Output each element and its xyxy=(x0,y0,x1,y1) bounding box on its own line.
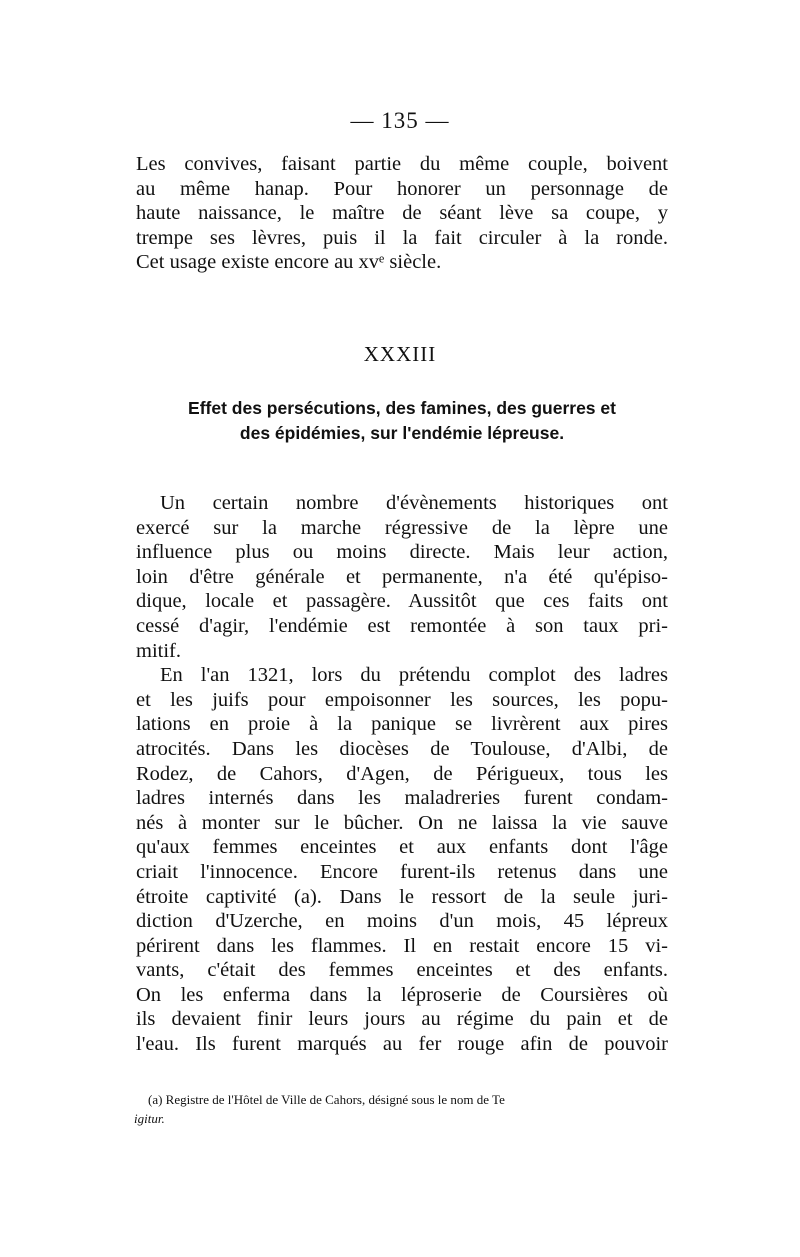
text-line: influence plus ou moins directe. Mais leur action, xyxy=(136,541,668,564)
text-line: loin d'être générale et permanente, n'a été qu'épiso- xyxy=(136,565,668,588)
text-line: trempe ses lèvres, puis il la fait circuler à la ronde. xyxy=(136,226,668,249)
intro-paragraph xyxy=(136,152,668,275)
text-line: au même hanap. Pour honorer un personnage de xyxy=(136,177,668,200)
chapter-title-line: des épidémies, sur l'endémie lépreuse. xyxy=(239,423,565,443)
text-line: Les convives, faisant partie du même couple, boivent xyxy=(136,153,668,175)
text-line: l'eau. Ils furent marqués au fer rouge afin de pouvoir xyxy=(136,1033,668,1056)
text-line: Cet usage existe encore au xvᵉ siècle. xyxy=(136,251,442,274)
text-line: nés à monter sur le bûcher. On ne laissa la vie sauve xyxy=(136,811,668,834)
text-line: périrent dans les flammes. Il en restait encore 15 vi- xyxy=(136,934,668,957)
text-line: atrocités. Dans les diocèses de Toulouse, d'Albi, de xyxy=(136,737,668,760)
text-line: étroite captivité (a). Dans le ressort de la seule juri- xyxy=(136,885,668,908)
page-number: — 135 — xyxy=(350,108,450,133)
text-line: mitif. xyxy=(136,639,181,662)
text-line: vants, c'était des femmes enceintes et des enfants. xyxy=(136,959,668,982)
text-line: diction d'Uzerche, en moins d'un mois, 45 lépreux xyxy=(136,910,668,933)
chapter-title xyxy=(128,396,676,446)
text-line: Rodez, de Cahors, d'Agen, de Périgueux, tous les xyxy=(136,762,668,785)
chapter-title-line: Effet des persécutions, des famines, des guerres et xyxy=(188,398,616,418)
text-line: lations en proie à la panique se livrèrent aux pires xyxy=(136,713,668,736)
text-line: En l'an 1321, lors du prétendu complot des ladres xyxy=(160,664,668,687)
body-text xyxy=(136,491,668,1057)
text-line: et les juifs pour empoisonner les sources, les popu- xyxy=(136,688,668,711)
text-line: haute naissance, le maître de séant lève sa coupe, y xyxy=(136,202,668,225)
text-line: cessé d'agir, l'endémie est remontée à son taux pri- xyxy=(136,614,668,637)
chapter-number: XXXIII xyxy=(363,342,437,366)
text-line: Un certain nombre d'évènements historiques ont xyxy=(160,492,668,514)
text-line: On les enferma dans la léproserie de Coursières où xyxy=(136,983,668,1006)
text-line: exercé sur la marche régressive de la lèpre une xyxy=(136,516,668,539)
footnote-line: (a) Registre de l'Hôtel de Ville de Cahors, désigné sous le nom de Te xyxy=(148,1092,505,1107)
text-line: qu'aux femmes enceintes et aux enfants dont l'âge xyxy=(136,836,668,859)
text-line: dique, locale et passagère. Aussitôt que ces faits ont xyxy=(136,590,668,613)
text-line: criait l'innocence. Encore furent-ils retenus dans une xyxy=(136,860,668,883)
text-line: ils devaient finir leurs jours au régime du pain et de xyxy=(136,1008,668,1031)
footnote-line: igitur. xyxy=(134,1111,165,1126)
text-line: ladres internés dans les maladreries furent condam- xyxy=(136,787,668,810)
footnote xyxy=(134,1090,668,1128)
